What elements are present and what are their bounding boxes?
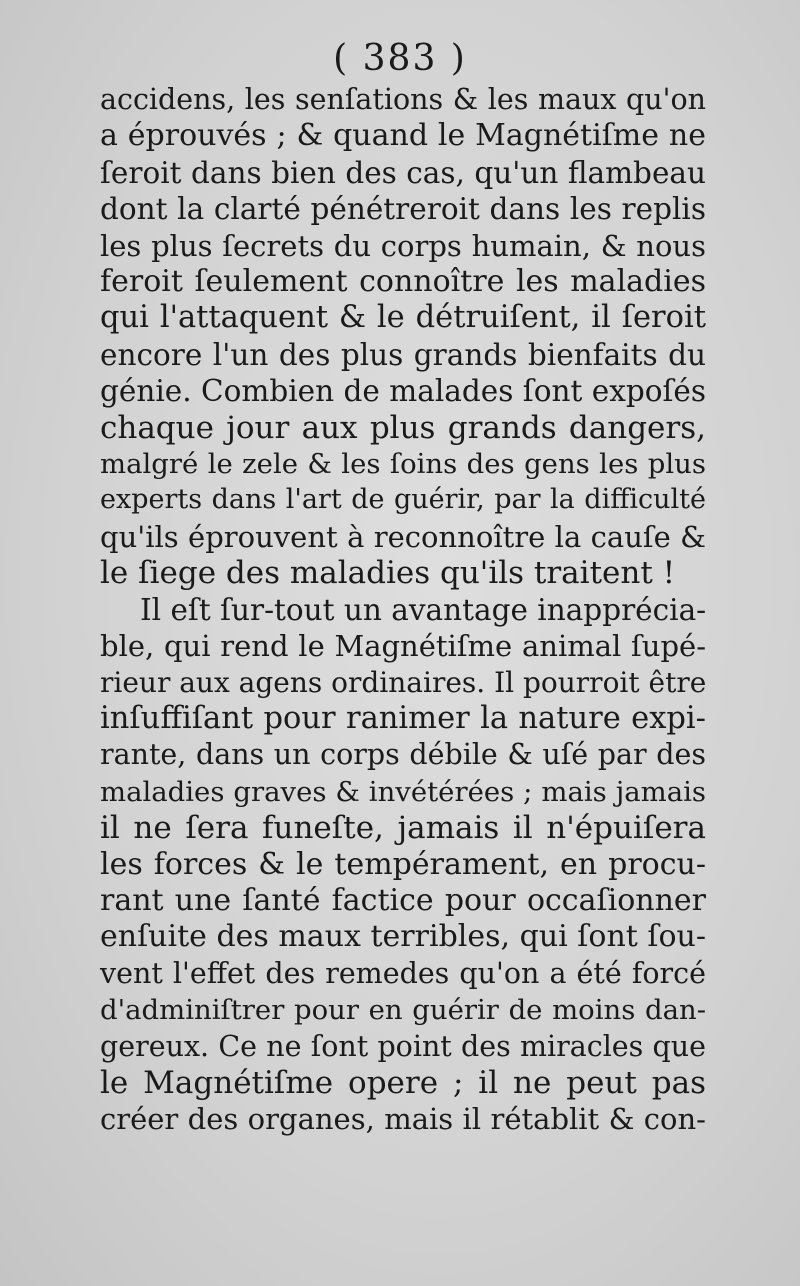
text-line: gereux. Ce ne ſont point des miracles que (100, 1029, 706, 1063)
text-line: rant une ſanté factice pour occaſionner (100, 882, 706, 918)
text-line: dont la clarté pénétreroit dans les replis (100, 192, 706, 227)
text-line: maladies graves & invétérées ; mais jamais (100, 775, 706, 808)
text-line: rante, dans un corps débile & uſé par des (100, 738, 706, 772)
text-line: ſeroit dans bien des cas, qu'un flambeau (100, 155, 706, 190)
text-line: vent l'effet des remedes qu'on a été forcé (100, 956, 706, 990)
paragraph-2 (100, 592, 706, 1138)
text-line: qu'ils éprouvent à reconnoître la cauſe & (100, 519, 706, 554)
text-line: créer des organes, mais il rétablit & con- (100, 1102, 706, 1137)
text-line: Il eſt ſur-tout un avantage inappréciа- (140, 592, 707, 627)
text-line: ble, qui rend le Magnétiſme animal ſupé- (100, 629, 706, 664)
text-line: les plus ſecrets du corps humain, & nous (100, 228, 706, 263)
paragraph-1 (100, 82, 706, 592)
text-line: accidens, les senſations & les maux qu'on (100, 83, 706, 116)
text-line: génie. Combien de malades ſont expoſés (100, 374, 706, 409)
text-line: enſuite des maux terribles, qui ſont ſou- (100, 919, 706, 955)
text-line: les forces & le tempérament, en procu- (100, 846, 706, 882)
text-line: a éprouvés ; & quand le Magnétiſme ne (100, 118, 706, 154)
text-line: experts dans l'art de guérir, par la difficulté (100, 484, 706, 516)
text-line: rieur aux agens ordinaires. Il pourroit être (100, 665, 707, 699)
text-line: encore l'un des plus grands bienfaits du (100, 337, 706, 372)
text-line: qui l'attaquent & le détruiſent, il ſeroit (100, 300, 706, 336)
page-number: ( 383 ) (333, 38, 467, 79)
text-line: le ſiege des maladies qu'ils traitent ! (100, 555, 676, 592)
text-line: inſuffiſant pour ranimer la nature expi- (100, 700, 706, 736)
text-line: chaque jour aux plus grands dangers, (100, 409, 706, 446)
text-line: malgré le zele & les ſoins des gens les plus (100, 448, 706, 481)
body-text (100, 82, 706, 1138)
text-line: il ne ſera funeſte, jamais il n'épuiſera (100, 810, 706, 847)
text-line: d'adminiſtrer pour en guérir de moins dan- (100, 994, 706, 1027)
text-line: feroit ſeulement connoître les maladies (100, 264, 706, 300)
text-line: le Magnétiſme opere ; il ne peut pas (100, 1064, 706, 1101)
